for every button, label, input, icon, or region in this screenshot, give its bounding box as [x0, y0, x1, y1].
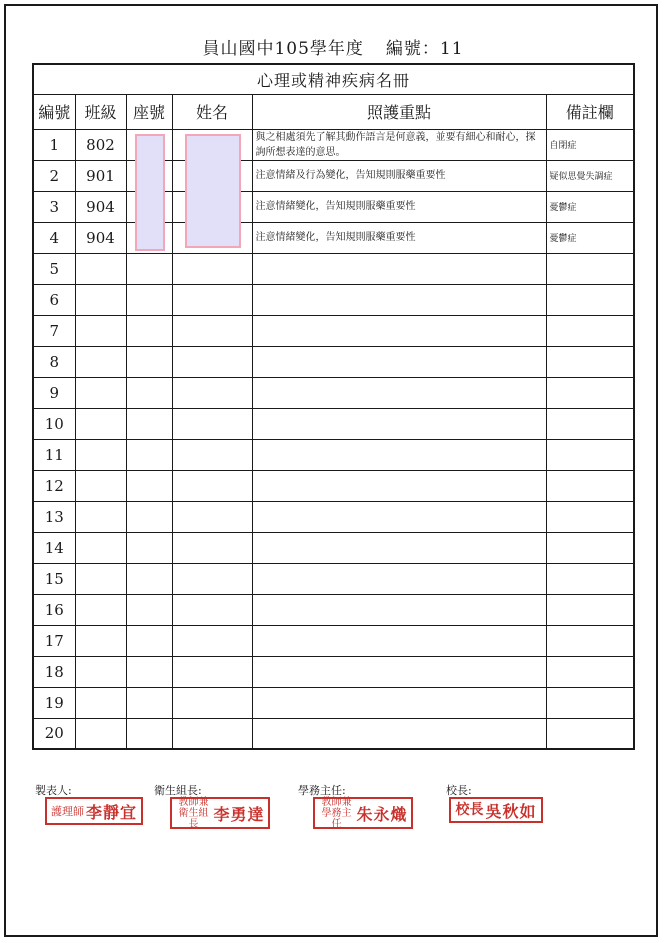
care-note-cell — [252, 594, 546, 625]
table-header-row — [33, 94, 634, 129]
care-note-cell — [252, 563, 546, 594]
col-header-seat: 座號 — [126, 94, 172, 129]
seat-cell — [126, 532, 172, 563]
row-number: 16 — [33, 594, 75, 625]
care-note-cell — [252, 718, 546, 749]
class-cell — [75, 284, 126, 315]
class-cell — [75, 377, 126, 408]
remark-cell — [546, 346, 634, 377]
remark-cell — [546, 656, 634, 687]
table-row — [33, 532, 634, 563]
care-note-cell — [252, 439, 546, 470]
row-number: 7 — [33, 315, 75, 346]
remark-cell: 憂鬱症 — [546, 191, 634, 222]
col-header-no: 編號 — [33, 94, 75, 129]
table-row — [33, 687, 634, 718]
stamp-student-affairs-title: 教師兼學務主任 — [321, 796, 352, 830]
name-cell — [172, 594, 252, 625]
table-row — [33, 563, 634, 594]
seat-redaction — [135, 134, 165, 251]
col-header-care: 照護重點 — [252, 94, 546, 129]
care-note-cell — [252, 377, 546, 408]
seat-cell — [126, 377, 172, 408]
stamp-health-leader-name: 李勇達 — [213, 804, 265, 824]
table-title-row — [33, 64, 634, 94]
document-header — [0, 34, 666, 59]
stamp-preparer — [45, 797, 143, 825]
remark-cell — [546, 253, 634, 284]
remark-cell: 疑似思覺失調症 — [546, 160, 634, 191]
care-note-cell — [252, 501, 546, 532]
seat-cell — [126, 594, 172, 625]
row-number: 12 — [33, 470, 75, 501]
remark-cell — [546, 284, 634, 315]
name-cell — [172, 315, 252, 346]
seat-cell — [126, 501, 172, 532]
care-note-cell: 注意情緒及行為變化，告知規則服藥重要性 — [252, 160, 546, 191]
signature-label-preparer: 製表人: — [35, 784, 72, 797]
school-year-title: 員山國中105學年度 — [202, 39, 364, 59]
class-cell — [75, 594, 126, 625]
illness-roster-table — [32, 63, 635, 750]
class-cell: 904 — [75, 191, 126, 222]
name-cell — [172, 346, 252, 377]
name-cell — [172, 687, 252, 718]
class-cell — [75, 501, 126, 532]
stamp-health-leader-title: 教師兼衛生組長 — [178, 796, 209, 830]
class-cell — [75, 718, 126, 749]
remark-cell — [546, 594, 634, 625]
remark-cell — [546, 408, 634, 439]
table-row — [33, 253, 634, 284]
remark-cell — [546, 718, 634, 749]
seat-cell — [126, 253, 172, 284]
seat-cell — [126, 656, 172, 687]
stamp-preparer-name: 李靜宜 — [85, 802, 137, 822]
name-cell — [172, 563, 252, 594]
document-code: 編號：11 — [385, 39, 464, 59]
stamp-preparer-title: 護理師 — [50, 804, 84, 818]
signature-label-student-affairs: 學務主任: — [298, 784, 346, 797]
signature-label-health-leader: 衛生組長: — [154, 784, 202, 797]
row-number: 2 — [33, 160, 75, 191]
name-cell — [172, 408, 252, 439]
stamp-principal-title: 校長 — [455, 801, 484, 818]
remark-cell: 憂鬱症 — [546, 222, 634, 253]
name-cell — [172, 656, 252, 687]
name-cell — [172, 470, 252, 501]
class-cell — [75, 625, 126, 656]
remark-cell: 自閉症 — [546, 129, 634, 160]
row-number: 8 — [33, 346, 75, 377]
care-note-cell — [252, 346, 546, 377]
care-note-cell — [252, 253, 546, 284]
class-cell — [75, 470, 126, 501]
remark-cell — [546, 439, 634, 470]
remark-cell — [546, 563, 634, 594]
seat-cell — [126, 718, 172, 749]
seat-cell — [126, 315, 172, 346]
col-header-class: 班級 — [75, 94, 126, 129]
table-row — [33, 315, 634, 346]
class-cell — [75, 253, 126, 284]
class-cell — [75, 563, 126, 594]
class-cell: 901 — [75, 160, 126, 191]
remark-cell — [546, 687, 634, 718]
care-note-cell — [252, 656, 546, 687]
stamp-student-affairs-name: 朱永熾 — [356, 804, 408, 824]
table-row — [33, 129, 634, 160]
row-number: 3 — [33, 191, 75, 222]
stamp-principal-name: 吳秋如 — [485, 801, 537, 821]
name-redaction — [185, 134, 241, 248]
seat-cell — [126, 470, 172, 501]
seat-cell — [126, 625, 172, 656]
table-row — [33, 191, 634, 222]
name-cell — [172, 439, 252, 470]
remark-cell — [546, 625, 634, 656]
care-note-cell — [252, 315, 546, 346]
class-cell — [75, 532, 126, 563]
table-row — [33, 377, 634, 408]
seat-cell — [126, 563, 172, 594]
table-title: 心理或精神疾病名冊 — [33, 64, 634, 94]
row-number: 13 — [33, 501, 75, 532]
table-row — [33, 501, 634, 532]
care-note-cell — [252, 470, 546, 501]
name-cell — [172, 284, 252, 315]
row-number: 17 — [33, 625, 75, 656]
table-row — [33, 656, 634, 687]
row-number: 14 — [33, 532, 75, 563]
name-cell — [172, 532, 252, 563]
care-note-cell — [252, 408, 546, 439]
table-row — [33, 222, 634, 253]
table-row — [33, 408, 634, 439]
care-note-cell — [252, 284, 546, 315]
table-row — [33, 284, 634, 315]
class-cell — [75, 656, 126, 687]
table-row — [33, 439, 634, 470]
seat-cell — [126, 284, 172, 315]
stamp-health-leader — [170, 797, 270, 829]
seat-cell — [126, 439, 172, 470]
col-header-remark: 備註欄 — [546, 94, 634, 129]
care-note-cell: 注意情緒變化，告知規則服藥重要性 — [252, 222, 546, 253]
name-cell — [172, 253, 252, 284]
class-cell — [75, 408, 126, 439]
class-cell: 802 — [75, 129, 126, 160]
row-number: 6 — [33, 284, 75, 315]
signature-label-principal: 校長: — [446, 784, 472, 797]
name-cell — [172, 501, 252, 532]
name-cell — [172, 718, 252, 749]
class-cell — [75, 346, 126, 377]
row-number: 11 — [33, 439, 75, 470]
seat-cell — [126, 408, 172, 439]
remark-cell — [546, 532, 634, 563]
care-note-cell — [252, 625, 546, 656]
table-row — [33, 160, 634, 191]
table-row — [33, 718, 634, 749]
remark-cell — [546, 315, 634, 346]
care-note-cell: 與之相處須先了解其動作語言是何意義，並要有細心和耐心，探詢所想表達的意思。 — [252, 129, 546, 160]
remark-cell — [546, 501, 634, 532]
seat-cell — [126, 346, 172, 377]
name-cell — [172, 625, 252, 656]
stamp-principal — [449, 797, 543, 823]
class-cell — [75, 315, 126, 346]
row-number: 5 — [33, 253, 75, 284]
name-cell — [172, 377, 252, 408]
care-note-cell — [252, 687, 546, 718]
row-number: 1 — [33, 129, 75, 160]
class-cell: 904 — [75, 222, 126, 253]
row-number: 4 — [33, 222, 75, 253]
col-header-name: 姓名 — [172, 94, 252, 129]
table-row — [33, 346, 634, 377]
table-row — [33, 470, 634, 501]
care-note-cell — [252, 532, 546, 563]
row-number: 18 — [33, 656, 75, 687]
care-note-cell: 注意情緒變化，告知規則服藥重要性 — [252, 191, 546, 222]
class-cell — [75, 439, 126, 470]
stamp-student-affairs — [313, 797, 413, 829]
row-number: 10 — [33, 408, 75, 439]
remark-cell — [546, 470, 634, 501]
seat-cell — [126, 687, 172, 718]
table-row — [33, 625, 634, 656]
row-number: 9 — [33, 377, 75, 408]
row-number: 15 — [33, 563, 75, 594]
row-number: 20 — [33, 718, 75, 749]
row-number: 19 — [33, 687, 75, 718]
remark-cell — [546, 377, 634, 408]
class-cell — [75, 687, 126, 718]
table-row — [33, 594, 634, 625]
